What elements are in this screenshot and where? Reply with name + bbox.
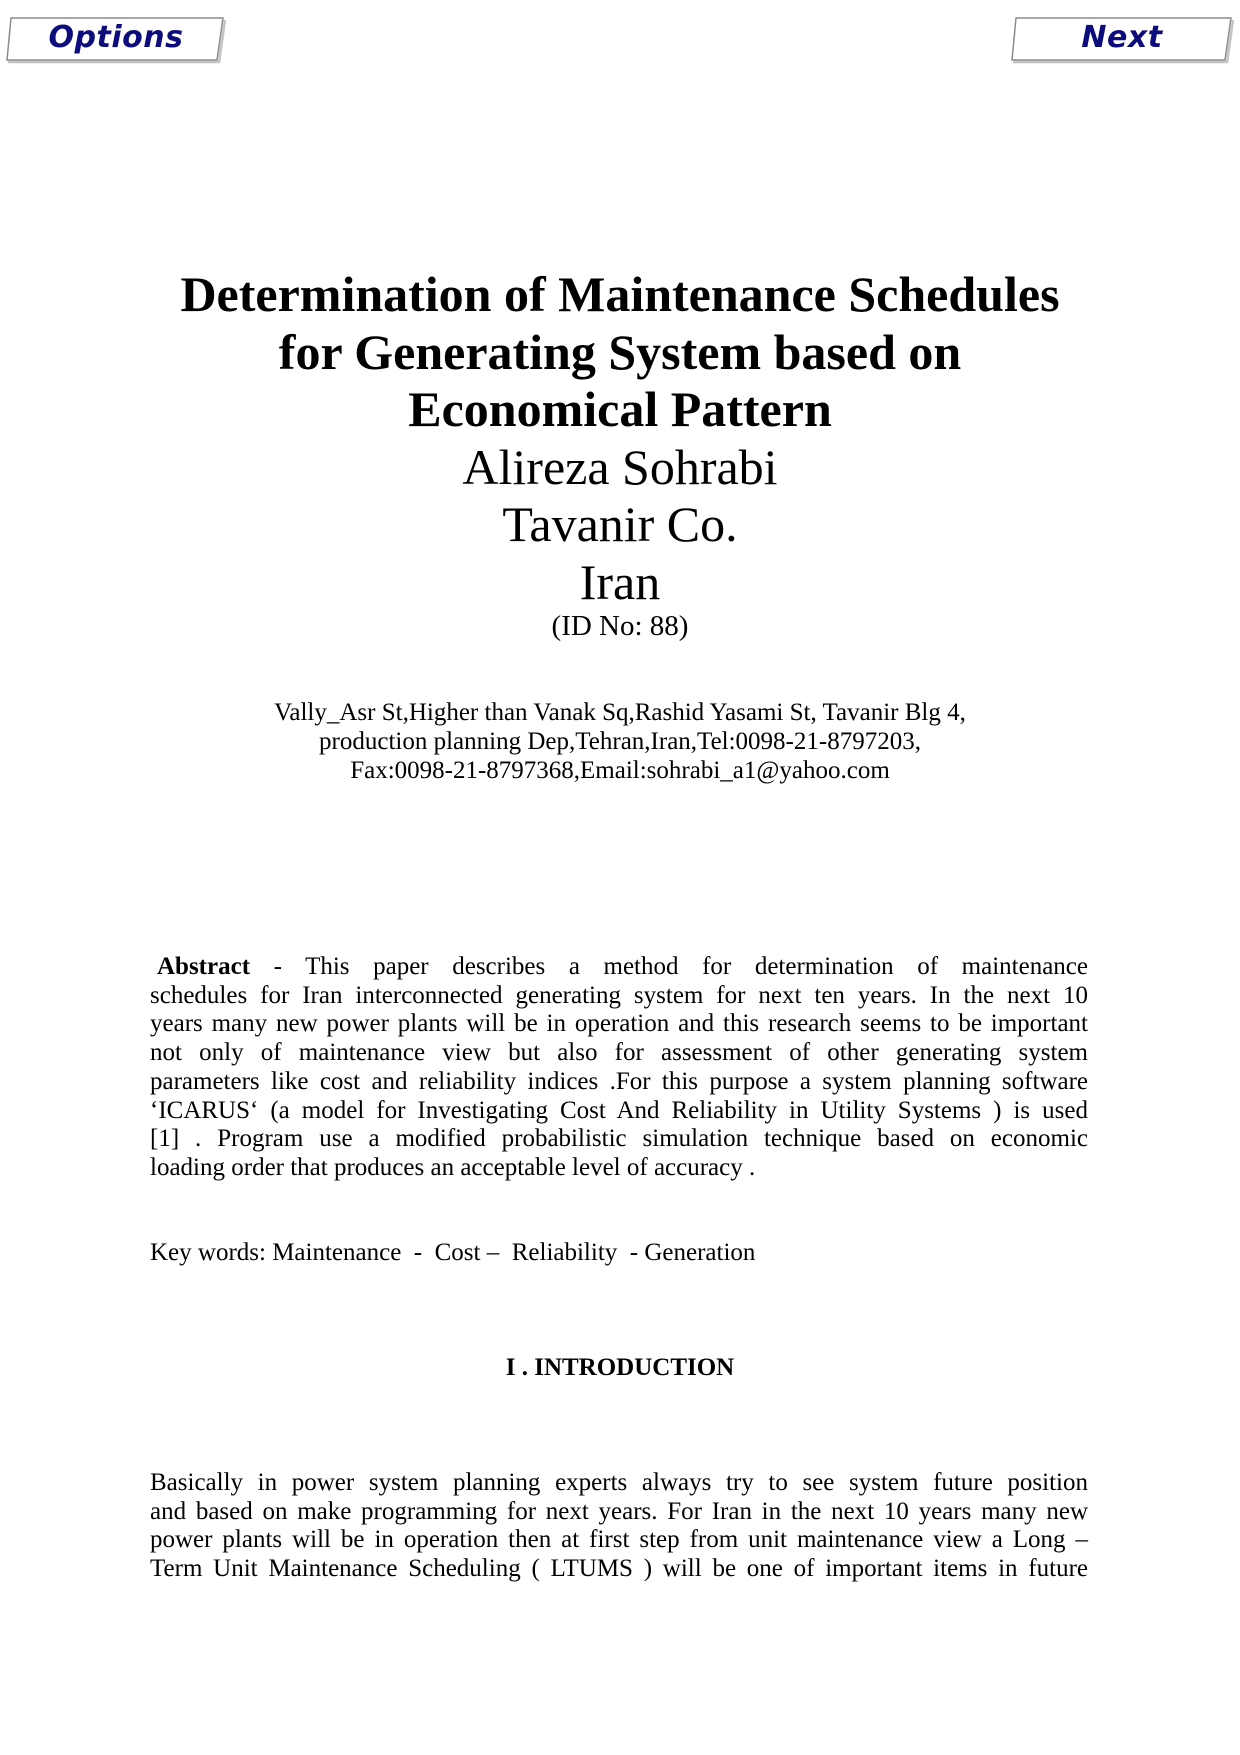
intro-line: and based on make programming for next years. For Iran in the next 10 years many new [150, 1497, 1088, 1525]
abstract-label: Abstract [157, 953, 251, 980]
abstract-line: not only of maintenance view but also for assessment of other generating system [150, 1039, 1088, 1067]
address-line: Vally_Asr St,Higher than Vanak Sq,Rashid Yasami St, Tavanir Blg 4, [274, 699, 966, 726]
address-line: Fax:0098-21-8797368,Email:sohrabi_a1@yahoo.com [350, 756, 890, 784]
author-name: Alireza Sohrabi [462, 438, 778, 495]
options-button[interactable] [4, 16, 228, 64]
next-button-label: Next [1081, 20, 1163, 55]
intro-line: Term Unit Maintenance Scheduling ( LTUMS ) will be one of important items in future [150, 1555, 1088, 1583]
abstract-line-text: - This paper describes a method for determination of maintenance [250, 953, 1088, 980]
abstract-line: [1] . Program use a modified probabilistic simulation technique based on economic [150, 1125, 1088, 1153]
author-affiliation: Tavanir Co. [502, 496, 738, 552]
intro-line: Basically in power system planning experts always try to see system future position [150, 1469, 1088, 1496]
address-line: production planning Dep,Tehran,Iran,Tel:0098-21-8797203, [319, 727, 921, 755]
paper-title-line: Economical Pattern [408, 381, 832, 437]
abstract-line: ‘ICARUS‘ (a model for Investigating Cost And Reliability in Utility Systems ) is used [150, 1096, 1088, 1124]
paper-title-line: for Generating System based on [278, 323, 962, 380]
abstract-line: loading order that produces an acceptable level of accuracy . [150, 1153, 756, 1181]
section-heading: I . INTRODUCTION [505, 1354, 735, 1381]
options-button-label: Options [48, 20, 184, 55]
abstract-line: schedules for Iran interconnected generating system for next ten years. In the next 10 [150, 981, 1088, 1009]
abstract-line: years many new power plants will be in operation and this research seems to be important [150, 1010, 1088, 1038]
abstract [150, 953, 1088, 1183]
author-country: Iran [579, 553, 661, 610]
next-button[interactable] [1008, 16, 1236, 64]
paper-header [0, 266, 1240, 611]
abstract-line [150, 953, 1088, 982]
intro-line: power plants will be in operation then at first step from unit maintenance view a Long – [150, 1526, 1088, 1554]
keywords: Key words: Maintenance - Cost – Reliability - Generation [150, 1239, 756, 1266]
paper-id: (ID No: 88) [551, 610, 689, 642]
paper-title-line: Determination of Maintenance Schedules [180, 266, 1060, 322]
author-address [0, 699, 1240, 785]
introduction-text [150, 1469, 1088, 1584]
abstract-line: parameters like cost and reliability indices .For this purpose a system planning software [150, 1067, 1088, 1095]
